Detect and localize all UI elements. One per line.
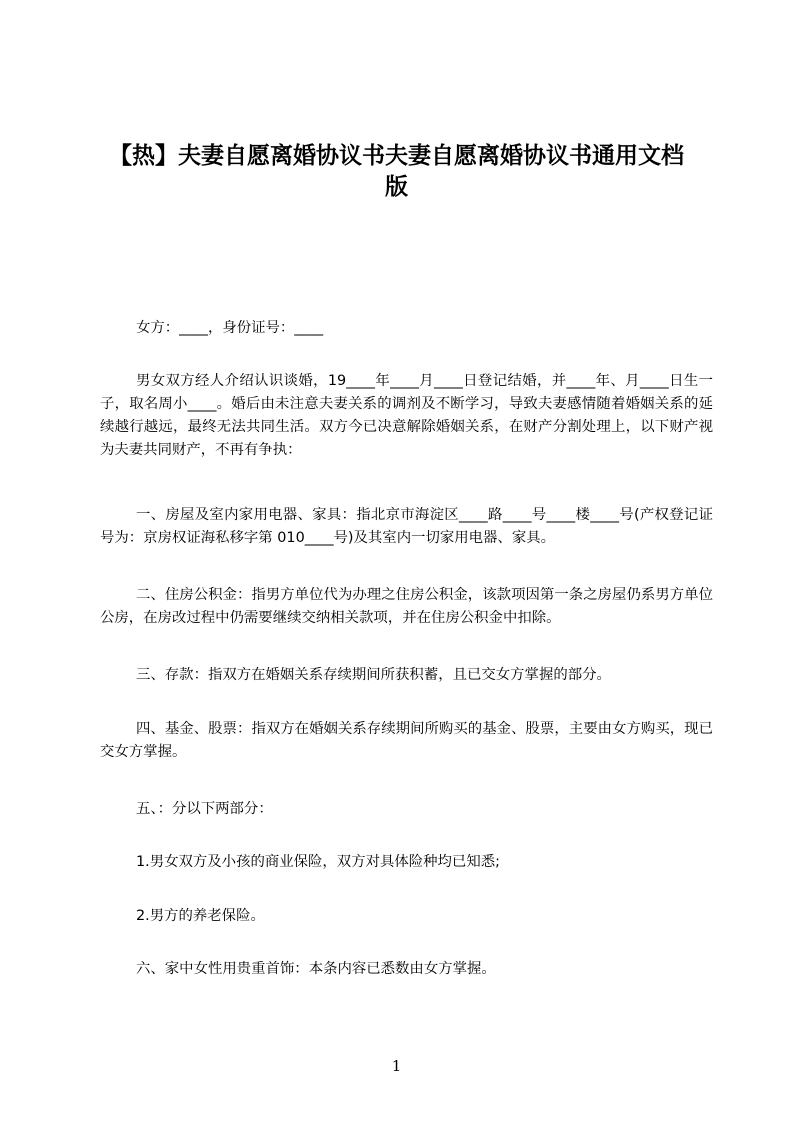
paragraph-jewelry: 六、家中女性用贵重首饰：本条内容已悉数由女方掌握。 <box>136 961 496 977</box>
paragraph-savings: 三、存款：指双方在婚姻关系存续期间所获积蓄，且已交女方掌握的部分。 <box>136 667 611 683</box>
paragraph-housing-fund: 二、住房公积金：指男方单位代为办理之住房公积金，该款项因第一条之房屋仍系男方单位公房，在房改过程中仍需要继续交纳相关款项，并在住房公积金中扣除。 <box>100 587 713 626</box>
paragraph-house: 一、房屋及室内家用电器、家具：指北京市海淀区____路____号____楼____号(产权登记证号为：京房权证海私移字第 010____号)及其室内一切家用电器、家具。 <box>100 507 713 546</box>
page-number: 1 <box>391 1057 402 1075</box>
paragraph-party-info: 女方：____，身份证号：____ <box>136 320 324 336</box>
paragraph-insurance-item-1: 1.男女双方及小孩的商业保险，双方对具体险种均已知悉; <box>136 854 500 870</box>
paragraph-funds-stocks: 四、基金、股票：指双方在婚姻关系存续期间所购买的基金、股票，主要由女方购买，现已交女方掌握。 <box>100 721 713 760</box>
paragraph-insurance-heading: 五、：分以下两部分： <box>136 801 273 817</box>
document-title: 【热】夫妻自愿离婚协议书夫妻自愿离婚协议书通用文档版 <box>109 143 684 200</box>
paragraph-background: 男女双方经人介绍认识谈婚，19____年____月____日登记结婚，并____年、月____日生一子，取名周小____。婚后由未注意夫妻关系的调剂及不断学习，导致夫妻感情随着婚姻关系的延续越行越远，最终无法共同生活。双方今已决意解除婚姻关系，在财产分割处理上，以下财产视为夫妻共同财产，不再有争执： <box>100 373 713 458</box>
paragraph-insurance-item-2: 2.男方的养老保险。 <box>136 908 265 924</box>
